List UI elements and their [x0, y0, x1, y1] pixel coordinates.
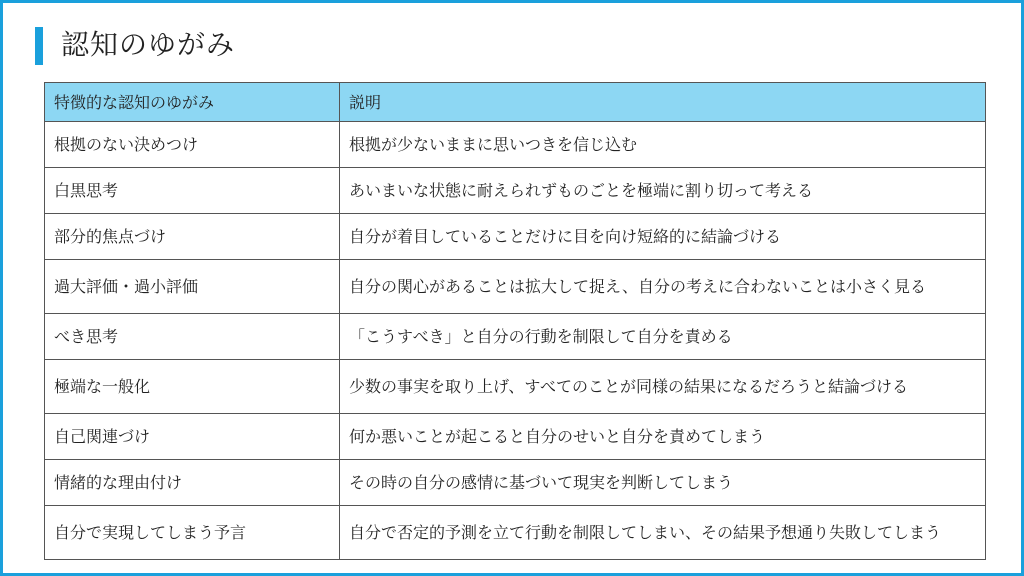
distortion-name: 部分的焦点づけ [45, 214, 340, 260]
distortion-description: その時の自分の感情に基づいて現実を判断してしまう [340, 460, 986, 506]
header-description: 説明 [340, 83, 986, 122]
distortion-name: 極端な一般化 [45, 360, 340, 414]
table-header-row [45, 83, 986, 122]
cognitive-distortions-table [44, 82, 986, 560]
distortion-description: 少数の事実を取り上げ、すべてのことが同様の結果になるだろうと結論づける [340, 360, 986, 414]
distortion-name: 情緒的な理由付け [45, 460, 340, 506]
distortion-description: 根拠が少ないままに思いつきを信じ込む [340, 122, 986, 168]
table-row [45, 414, 986, 460]
distortion-name: べき思考 [45, 314, 340, 360]
distortion-description: あいまいな状態に耐えられずものごとを極端に割り切って考える [340, 168, 986, 214]
distortion-description: 自分の関心があることは拡大して捉え、自分の考えに合わないことは小さく見る [340, 260, 986, 314]
distortion-description: 自分で否定的予測を立て行動を制限してしまい、その結果予想通り失敗してしまう [340, 506, 986, 560]
distortion-name: 白黒思考 [45, 168, 340, 214]
distortion-name: 自分で実現してしまう予言 [45, 506, 340, 560]
distortion-name: 過大評価・過小評価 [45, 260, 340, 314]
table-row [45, 122, 986, 168]
header-distortion: 特徴的な認知のゆがみ [45, 83, 340, 122]
table-row [45, 260, 986, 314]
table-row [45, 214, 986, 260]
table-row [45, 506, 986, 560]
distortion-name: 自己関連づけ [45, 414, 340, 460]
distortion-description: 何か悪いことが起こると自分のせいと自分を責めてしまう [340, 414, 986, 460]
table-row [45, 360, 986, 414]
table-row [45, 314, 986, 360]
slide-title: 認知のゆがみ [61, 28, 236, 61]
table-row [45, 460, 986, 506]
table-row [45, 168, 986, 214]
title-accent-bar [35, 27, 43, 65]
distortion-description: 自分が着目していることだけに目を向け短絡的に結論づける [340, 214, 986, 260]
distortion-description: 「こうすべき」と自分の行動を制限して自分を責める [340, 314, 986, 360]
distortion-name: 根拠のない決めつけ [45, 122, 340, 168]
